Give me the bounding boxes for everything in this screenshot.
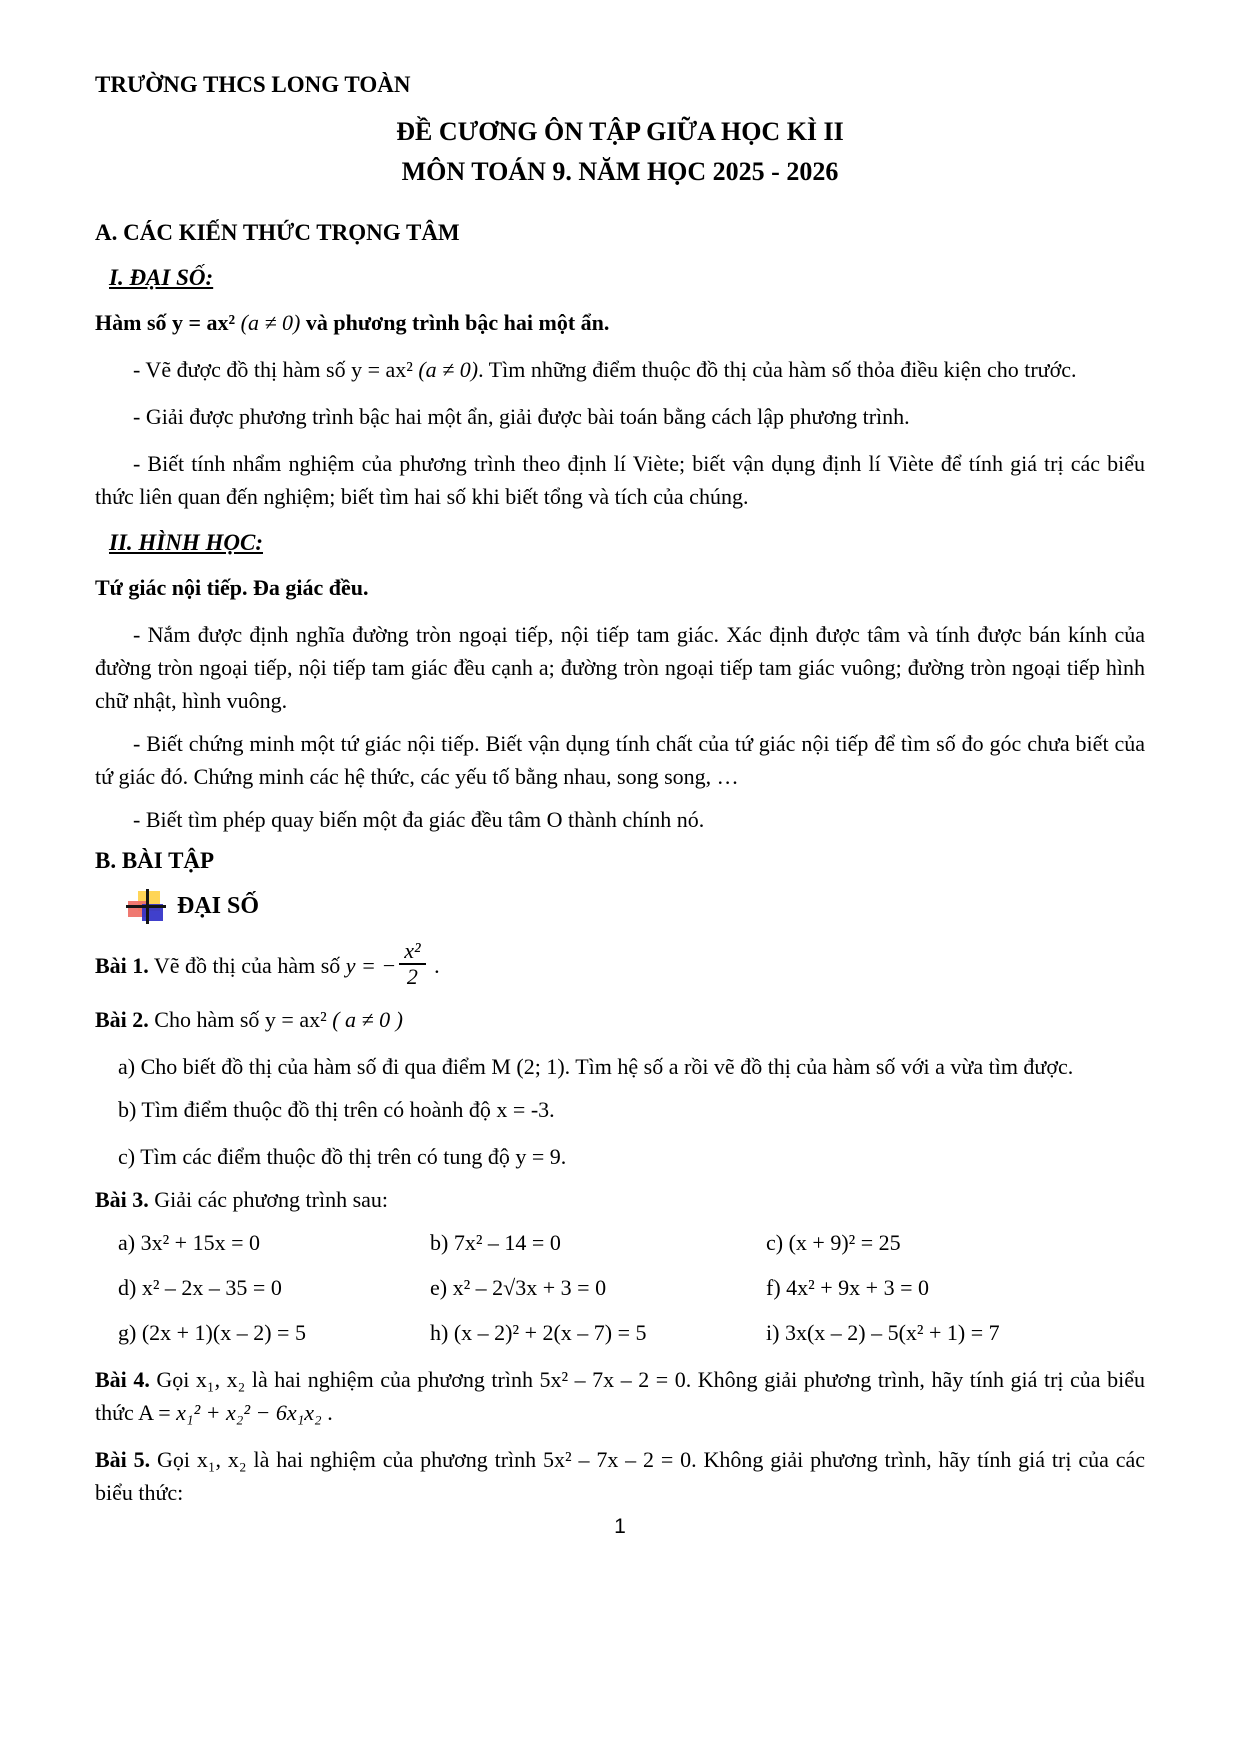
algebra-heading-text: I. ĐẠI SỐ: bbox=[109, 265, 214, 291]
equation-f: f) 4x² + 9x + 3 = 0 bbox=[766, 1274, 929, 1300]
algebra-point-1: - Vẽ được đồ thị hàm số y = ax² (a ≠ 0). Tìm những điểm thuộc đồ thị của hàm số thỏa điều kiện cho trước. bbox=[133, 357, 1077, 383]
bai3-equation-grid bbox=[95, 1226, 1145, 1349]
condition-a-ne-0: (a ≠ 0) bbox=[240, 310, 301, 336]
geometry-heading bbox=[109, 528, 1145, 558]
bai2-label: Bài 2. bbox=[95, 1006, 149, 1032]
equation-i: i) 3x(x – 2) – 5(x² + 1) = 7 bbox=[766, 1319, 1000, 1345]
fraction bbox=[399, 937, 425, 990]
algebra-heading bbox=[109, 263, 1145, 293]
algebra-exercises-subheading bbox=[125, 888, 1145, 926]
geometry-heading-text: II. HÌNH HỌC: bbox=[109, 530, 263, 556]
section-a-heading: A. CÁC KIẾN THỨC TRỌNG TÂM bbox=[95, 220, 460, 246]
algebra-exercises-label: ĐẠI SỐ bbox=[177, 893, 260, 920]
algebra-point-2: - Giải được phương trình bậc hai một ẩn, giải được bài toán bằng cách lập phương trình. bbox=[133, 404, 910, 430]
fraction-numerator: x² bbox=[399, 940, 425, 965]
equation-d: d) x² – 2x – 35 = 0 bbox=[118, 1274, 282, 1300]
document-title-line1: ĐỀ CƯƠNG ÔN TẬP GIỮA HỌC KÌ II bbox=[396, 116, 844, 146]
bai3-label: Bài 3. bbox=[95, 1186, 149, 1212]
equation-h: h) (x – 2)² + 2(x – 7) = 5 bbox=[430, 1319, 647, 1345]
geometry-point-2: - Biết chứng minh một tứ giác nội tiếp. Biết vận dụng tính chất của tứ giác nội tiếp để tìm số đo góc chưa biết của tứ giác đó. Chứng minh các hệ thức, các yếu tố bằng nhau, song song, … bbox=[95, 730, 1145, 789]
bai4-formula: x₁² + x₂² − 6x₁x₂ bbox=[176, 1399, 322, 1425]
bai1-label: Bài 1. bbox=[95, 952, 149, 978]
equation-a: a) 3x² + 15x = 0 bbox=[118, 1229, 261, 1255]
bai4-period: . bbox=[321, 1399, 333, 1425]
equation-b: b) 7x² – 14 = 0 bbox=[430, 1229, 561, 1255]
exercise-bai2 bbox=[95, 1003, 1145, 1036]
condition-a-ne-0: ( a ≠ 0 ) bbox=[332, 1006, 403, 1032]
algebra-topic: Hàm số y = ax² (a ≠ 0) và phương trình bậc hai một ẩn. bbox=[95, 310, 610, 336]
document-title-line2: MÔN TOÁN 9. NĂM HỌC 2025 - 2026 bbox=[401, 157, 839, 187]
bai4-label: Bài 4. bbox=[95, 1366, 150, 1392]
bai2-item-b: b) Tìm điểm thuộc đồ thị trên có hoành độ x = -3. bbox=[118, 1096, 555, 1122]
equation-e: e) x² – 2√3x + 3 = 0 bbox=[430, 1274, 607, 1300]
bai4-text: Gọi x₁, x₂ là hai nghiệm của phương trình 5x² – 7x – 2 = 0. Không giải phương trình, hãy tính giá trị của biểu thức A = bbox=[95, 1366, 1145, 1425]
geometry-point-1: - Nắm được định nghĩa đường tròn ngoại tiếp, nội tiếp tam giác. Xác định được tâm và tính được bán kính của đường tròn ngoại tiếp, nội tiếp tam giác đều cạnh a; đường tròn ngoại tiếp tam giác vuông; đường tròn ngoại tiếp hình chữ nhật, hình vuông. bbox=[95, 621, 1145, 713]
exercise-bai3 bbox=[95, 1183, 1145, 1216]
bai5-label: Bài 5. bbox=[95, 1446, 151, 1472]
bai1-period: . bbox=[434, 952, 440, 978]
page-number: 1 bbox=[614, 1514, 626, 1538]
bai5-text: Gọi x₁, x₂ là hai nghiệm của phương trình 5x² – 7x – 2 = 0. Không giải phương trình, hãy tính giá trị của các biểu thức: bbox=[95, 1446, 1146, 1505]
geometry-topic: Tứ giác nội tiếp. Đa giác đều. bbox=[95, 575, 369, 601]
school-name: TRƯỜNG THCS LONG TOÀN bbox=[95, 72, 411, 97]
bai2-item-c: c) Tìm các điểm thuộc đồ thị trên có tung độ y = 9. bbox=[118, 1143, 567, 1169]
bai3-intro: Giải các phương trình sau: bbox=[154, 1186, 389, 1212]
bai1-text: Vẽ đồ thị của hàm số bbox=[153, 952, 341, 978]
exercise-bai5 bbox=[95, 1443, 1145, 1509]
bai1-formula: y = − $\frac{\text{x²}}{2}$ bbox=[346, 953, 429, 978]
marker-cross-horizontal bbox=[126, 905, 166, 908]
geometry-point-3: - Biết tìm phép quay biến một đa giác đều tâm O thành chính nó. bbox=[133, 806, 705, 832]
exercise-bai1 bbox=[95, 937, 1145, 990]
equation-g: g) (2x + 1)(x – 2) = 5 bbox=[118, 1319, 306, 1345]
bai2-intro: Cho hàm số y = ax² bbox=[154, 1006, 327, 1032]
algebra-point-3: - Biết tính nhẩm nghiệm của phương trình theo định lí Viète; biết vận dụng định lí Viète để tính giá trị các biểu thức liên quan đến nghiệm; biết tìm hai số khi biết tổng và tích của chúng. bbox=[95, 451, 1145, 510]
colored-plus-marker-icon bbox=[125, 888, 165, 926]
equation-c: c) (x + 9)² = 25 bbox=[766, 1229, 901, 1255]
exercise-bai4 bbox=[95, 1363, 1145, 1429]
condition-a-ne-0: (a ≠ 0) bbox=[418, 357, 479, 383]
fraction-denominator: 2 bbox=[406, 964, 418, 990]
section-b-heading: B. BÀI TẬP bbox=[95, 847, 215, 873]
bai2-item-a: a) Cho biết đồ thị của hàm số đi qua điểm M (2; 1). Tìm hệ số a rồi vẽ đồ thị của hàm số với a vừa tìm được. bbox=[118, 1053, 1074, 1079]
